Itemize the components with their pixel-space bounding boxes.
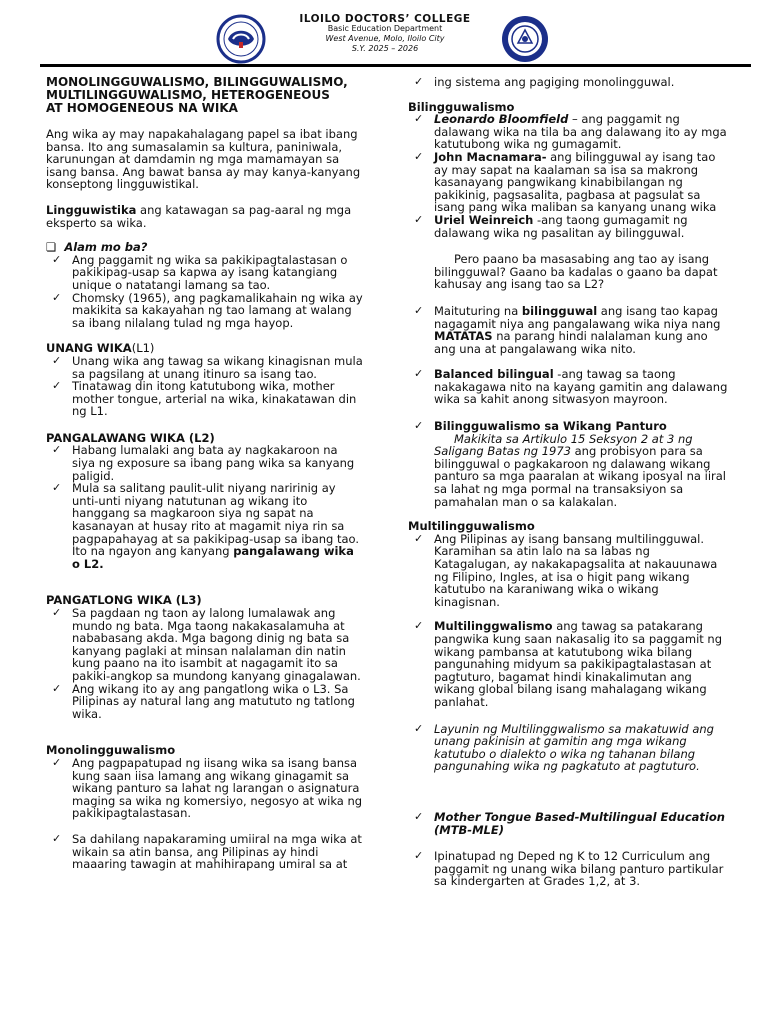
document-title [46,76,364,115]
emphasis-text: bilingguwal [521,303,598,318]
check-icon: ✓ [414,531,424,545]
check-icon: ✓ [52,681,62,695]
list-item [46,254,364,292]
list-item-text: Unang wika ang tawag sa wikang kinagisnan mula sa pagsilang at unang itinuro sa isang tao. [72,353,363,381]
title-line-3: AT HOMOGENEOUS NA WIKA [46,101,238,115]
list-item-text: ing sistema ang pagiging monolingguwal. [434,75,675,89]
bilingguwalismo-list [408,113,728,239]
list-item [408,811,728,836]
check-icon: ✓ [52,353,62,367]
checkbox-icon: ❏ [46,240,57,255]
author-name: Leonardo Bloomfield [434,112,569,127]
maituturing-list [408,305,728,355]
list-item [408,533,728,609]
pangalawang-wika-list [46,444,364,570]
emphasis-text: Balanced bilingual [434,367,554,382]
check-icon: ✓ [414,75,424,88]
list-item-text: Ang Pilipinas ay isang bansang multilingguwal. Karamihan sa atin lalo na sa labas ng Katagalugan, ay nakakapagsalita at nakauunawa ng Filipino, Ingles, at isa o higit pang wikang katutubo na karaniwang wika o wikang kinagisnan. [434,531,718,609]
school-address: West Avenue, Molo, Iloilo City [325,34,445,43]
list-item [46,292,364,330]
list-item-text: Tinatawag din itong katutubong wika, mother mother tongue, arterial na wika, kinakatawan din ng L1. [72,379,357,419]
list-item-text: Chomsky (1965), ang pagkamalikahain ng wika ay makikita sa kakayahan ng tao lamang at walang sa ibang nilalang tulad ng mga hayop. [72,290,363,330]
mtb-mle-heading: Mother Tongue Based-Multilingual Education (MTB-MLE) [434,809,725,837]
list-item [408,76,728,89]
pangatlong-wika-list [46,607,364,720]
check-icon: ✓ [414,419,424,433]
department-seal-logo [498,14,552,64]
multilingguwalismo-list [408,533,728,888]
check-icon: ✓ [52,252,62,266]
list-item [46,355,364,380]
continuation-list [408,76,728,89]
list-item-text: ang tawag sa patakarang pangwika kung saan nakasalig ito sa paggamit ng wikang pambansa at katutubong wika bilang pangunahing midyum sa pakikipagtalastasan at pagtuturo, bagamat hindi kinakalimutan ang wikang global bilang isang mahalagang wikang panlahat. [434,619,723,709]
title-line-2: MULTILINGGUWALISMO, HETEROGENEOUS [46,88,330,102]
check-icon: ✓ [52,481,62,495]
list-item-text: – ang paggamit ng dalawang wika na tila ba ang dalawang ito ay mga katutubong wika ng gumagamit. [434,112,727,152]
header-text [240,14,530,54]
lingguwistika-def-text: ang katawagan sa pag-aaral ng mga eksperto sa wika. [46,202,352,230]
check-icon: ✓ [52,379,62,393]
check-icon: ✓ [52,443,62,457]
check-icon: ✓ [414,367,424,381]
emphasis-text: Multilinggwalismo [434,619,553,634]
question-paragraph: Pero paano ba masasabing ang tao ay isang bilingguwal? Gaano ba kadalas o gaano ba dapat kahusay ang isang tao sa L2? [434,252,718,292]
check-icon: ✓ [414,809,424,823]
list-item [408,214,728,239]
list-item-text: Sa dahilang napakaraming umiiral na mga wika at wikain sa atin bansa, ang Pilipinas ay hindi maaaring tawagin at mahihirapang umiral sa at [72,831,362,872]
list-item-text: -ang tawag sa taong nakakagawa nito na kayang gamitin ang dalawang wika sa kahit anong sitwasyon mayroon. [434,367,728,407]
list-item-text: Mula sa salitang paulit-ulit niyang naririnig ay unti-unti niyang natutunan ag wikang ito hanggang sa magkaroon siya ng sapat na kasanayan at husay rito at magamit niya rin sa pagpapahayag at sa pakikipag-usap sa ibang tao. Ito na ngayon ang kanyang [72,481,360,559]
alam-mo-ba-list [46,254,364,330]
list-item-text: na parang hindi nalalaman kung ano ang una at pangalawang wika nito. [434,329,708,356]
list-item [46,833,364,871]
check-icon: ✓ [52,290,62,304]
school-name: ILOILO DOCTORS’ COLLEGE [299,13,471,25]
school-year: S.Y. 2025 – 2026 [351,44,419,53]
check-icon: ✓ [52,755,62,769]
monolingguwalismo-list [46,757,364,871]
list-item [46,482,364,570]
monolingguwalismo-heading: Monolingguwalismo [46,743,176,758]
check-icon: ✓ [414,112,424,126]
check-icon: ✓ [414,303,424,317]
list-item-text: Maituturing na [434,303,522,318]
list-item [46,607,364,683]
left-column [46,76,364,871]
panturo-paragraph [408,433,728,509]
list-item-text: ang bilingguwal ay isang tao ay may sapat na kaalaman sa isa sa makrong kasanayang pangwikang kinabibilangan ng pakikinig, pagsasalita, pagbasa at pagsulat sa isang pang wika maliban sa kanyang unang wika [434,149,717,215]
header-divider [40,64,751,67]
list-item [408,420,728,433]
check-icon: ✓ [52,606,62,619]
panturo-list [408,420,728,433]
author-name: John Macnamara- [434,149,547,164]
list-item-text: Ang pagpapatupad ng iisang wika sa isang bansa kung saan iisa lamang ang wikang ginagamit sa wikang panturo sa lahat ng larangan o asignatura maging sa wika ng komersiyo, negosyo at wika ng pakikipagtalastasan. [72,755,363,821]
list-item-text: Sa pagdaan ng taon ay lalong lumalawak ang mundo ng bata. Mga taong nakakasalamuha at nababasang akda. Mga bagong dinig ng bata sa kanyang paglaki at minsan nalalaman din natin kung paano na ito isambit at nagagamit ito sa pakiki-angkop sa mundong kanyang ginagalawan. [72,606,361,683]
panturo-citation: Makikita sa Artikulo 15 Seksyon 2 at 3 ng Saligang Batas ng 1973 [434,431,693,459]
panturo-text: ang probisyon para sa bilingguwal o pagkakaroon ng dalawang wikang panturo sa mga paaralan at wikang iposyal na iiral sa lahat ng mga pormal na transaksiyon sa pamahalan man o sa kalakalan. [434,444,726,509]
list-item [408,113,728,151]
list-item [46,444,364,482]
unang-wika-title: UNANG WIKA [46,341,132,356]
lingguwistika-definition [46,204,364,229]
list-item-text: ang isang tao kapag nagagamit niya ang pangalawang wika niya nang [434,303,721,331]
alam-mo-ba-label: Alam mo ba? [64,240,148,255]
emphasis-text: MATATAS [434,329,493,344]
department-name: Basic Education Department [327,24,443,33]
list-item-text: Ipinatupad ng Deped ng K to 12 Curriculum ang paggamit ng unang wika bilang panturo partikular sa kindergarten at Grades 1,2, at 3. [434,849,724,889]
lingguwistika-term: Lingguwistika [46,202,137,217]
author-name: Uriel Weinreich [434,212,534,227]
list-item [46,757,364,820]
pangatlong-wika-heading: PANGATLONG WIKA (L3) [46,593,202,608]
unang-wika-tag: (L1) [131,341,155,356]
check-icon: ✓ [414,212,424,226]
check-icon: ✓ [52,831,62,845]
list-item-text: Ang wikang ito ay ang pangatlong wika o L3. Sa Pilipinas ay natural lang ang matututo ng tatlong wika. [72,681,355,721]
title-line-1: MONOLINGGUWALISMO, BILINGGUWALISMO, [46,75,348,89]
list-item-text: -ang taong gumagamit ng dalawang wika ng pasalitan ay bilingguwal. [434,212,688,240]
unang-wika-list [46,355,364,418]
list-item [46,380,364,418]
check-icon: ✓ [414,149,424,163]
list-item [408,151,728,214]
list-item-text: Ang paggamit ng wika sa pakikipagtalastasan o pakikipag-usap sa kapwa ay isang katangiang unique o natatangi lamang sa tao. [72,252,348,292]
pangalawang-wika-heading: PANGALAWANG WIKA (L2) [46,430,215,445]
document-header [0,0,768,66]
check-icon: ✓ [414,849,424,863]
intro-paragraph: Ang wika ay may napakahalagang papel sa ibat ibang bansa. Ito ang sumasalamin sa kultura, paniniwala, karunungan at damdamin ng mga mamamayan sa isang bansa. Ang bawat bansa ay may kanya-kanyang konseptong lingguwistikal. [46,127,361,192]
list-item [408,723,728,773]
list-item [408,850,728,888]
list-item [46,683,364,721]
check-icon: ✓ [414,721,424,735]
balanced-list [408,368,728,406]
check-icon: ✓ [414,619,424,633]
right-column [408,76,728,888]
bilingguwalismo-heading: Bilingguwalismo [408,99,515,114]
list-item-text: Layunin ng Multilinggwalismo sa makatuwid ang unang pakinisin at gamitin ang mga wikang katutubo o dialekto o wika ng tahanan bilang pangunahing wika ng pagkatuto at pagtuturo. [434,721,714,774]
l2-emphasis: pangalawang wika o L2. [72,544,354,571]
panturo-heading: Bilingguwalismo sa Wikang Panturo [434,419,667,434]
list-item-text: Habang lumalaki ang bata ay nagkakaroon na siya ng exposure sa ibang pang wika sa kanyang paligid. [72,443,355,483]
list-item [408,620,728,708]
list-item [408,368,728,406]
list-item [408,305,728,355]
multilingguwalismo-heading: Multilingguwalismo [408,519,535,534]
